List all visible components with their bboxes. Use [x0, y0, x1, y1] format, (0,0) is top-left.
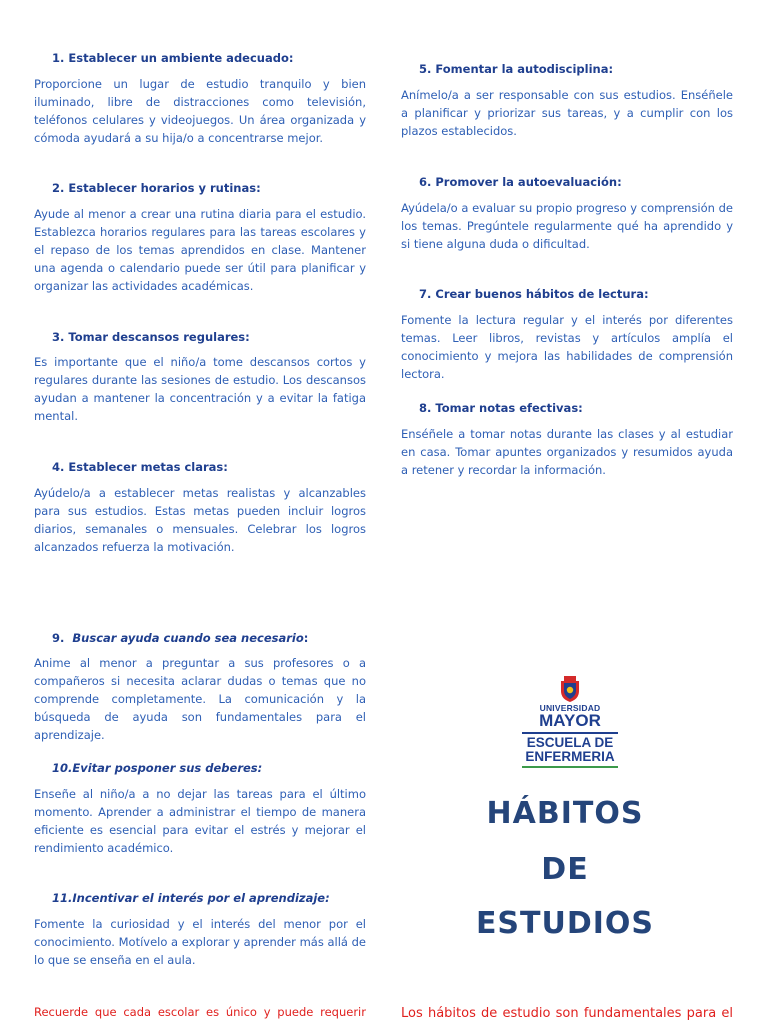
section-11-text: Fomente la curiosidad y el interés del menor por el conocimiento. Motívelo a explorar y aprender más allá de lo que se enseña en el aula.	[34, 917, 366, 967]
section-11-heading	[52, 891, 330, 905]
university-logo	[520, 676, 620, 772]
cover-title-line-2: DE	[541, 852, 589, 887]
section-3-heading: 3. Tomar descansos regulares:	[52, 330, 250, 344]
logo-green-rule	[522, 766, 618, 768]
school-line-2: ENFERMERIA	[525, 749, 615, 764]
section-9-heading	[52, 631, 308, 645]
section-10-heading	[52, 761, 262, 775]
section-7-text: Fomente la lectura regular y el interés por diferentes temas. Leer libros, revistas y artículos amplía el conocimiento y mejora las habilidades de comprensión lectora.	[401, 313, 733, 381]
section-4-text: Ayúdelo/a a establecer metas realistas y alcanzables para sus estudios. Estas metas pueden incluir logros diarios, semanales o mensuales. Celebrar los logros alcanzados refuerza la motivación.	[34, 486, 366, 554]
section-9-colon: :	[303, 631, 309, 645]
section-5-text: Anímelo/a a ser responsable con sus estudios. Enséñele a planificar y priorizar sus tareas, y a cumplir con los plazos establecidos.	[401, 88, 733, 138]
section-7-heading: 7. Crear buenos hábitos de lectura:	[419, 287, 649, 301]
university-small-label: UNIVERSIDAD	[539, 703, 601, 713]
section-1-text: Proporcione un lugar de estudio tranquilo y bien iluminado, libre de distracciones como televisión, teléfonos celulares y videojuegos. Un área organizada y cómoda ayudará a su hija/o a concentrarse mejor.	[34, 77, 366, 145]
section-2-text: Ayude al menor a crear una rutina diaria para el estudio. Establezca horarios regulares para las tareas escolares y el repaso de los temas aprendidos en clase. Mantener una agenda o calendario puede ser útil para planificar y organizar las actividades académicas.	[34, 207, 366, 293]
section-4-heading: 4. Establecer metas claras:	[52, 460, 228, 474]
section-9-number: 9.	[52, 631, 65, 645]
closing-note-right: Los hábitos de estudio son fundamentales para el	[401, 1006, 733, 1021]
section-8-heading: 8. Tomar notas efectivas:	[419, 401, 583, 415]
logo-divider	[522, 732, 618, 734]
section-1-heading: 1. Establecer un ambiente adecuado:	[52, 51, 294, 65]
section-8-text: Enséñele a tomar notas durante las clases y al estudiar en casa. Tomar apuntes organizados y resumidos ayuda a retener y recordar la información.	[401, 427, 733, 477]
section-2-heading: 2. Establecer horarios y rutinas:	[52, 181, 261, 195]
section-3-text: Es importante que el niño/a tome descansos cortos y regulares durante las sesiones de estudio. Los descansos ayudan a mantener la concentración y a evitar la fatiga mental.	[34, 355, 366, 423]
section-6-heading: 6. Promover la autoevaluación:	[419, 175, 622, 189]
cover-title-line-1: HÁBITOS	[486, 796, 644, 831]
closing-note-left: Recuerde que cada escolar es único y puede requerir	[34, 1005, 366, 1019]
section-9-title: Buscar ayuda cuando sea necesario	[72, 631, 304, 645]
section-5-heading: 5. Fomentar la autodisciplina:	[419, 62, 614, 76]
section-10-text: Enseñe al niño/a a no dejar las tareas para el último momento. Aprender a administrar el tiempo de manera eficiente es esencial para evitar el estrés y mejorar el rendimiento académico.	[34, 787, 366, 855]
section-9-text: Anime al menor a preguntar a sus profesores o a compañeros si necesita aclarar dudas o temas que no comprende completamente. La comunicación y la búsqueda de ayuda son fundamentales para el aprendizaje.	[34, 656, 366, 742]
section-6-text: Ayúdela/o a evaluar su propio progreso y comprensión de los temas. Pregúntele regularmente qué ha aprendido y si tiene alguna duda o dificultad.	[401, 201, 733, 251]
section-11-title: 11.Incentivar el interés por el aprendizaje:	[52, 891, 330, 905]
cover-title-line-3: ESTUDIOS	[475, 906, 655, 941]
section-10-title: 10.Evitar posponer sus deberes:	[52, 761, 263, 775]
university-crest-icon	[560, 676, 580, 702]
university-name: MAYOR	[539, 711, 601, 730]
school-line-1: ESCUELA DE	[526, 735, 614, 750]
